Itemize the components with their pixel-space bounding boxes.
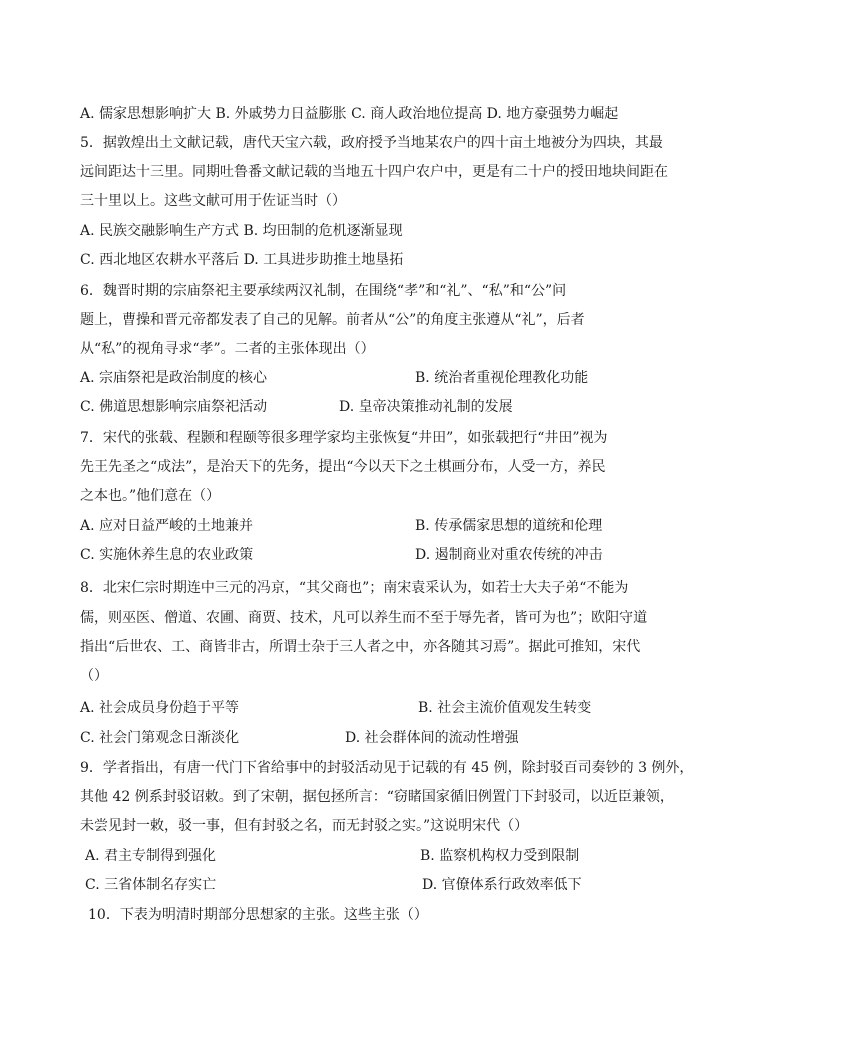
q4-options: A. 儒家思想影响扩大 B. 外戚势力日益膨胀 C. 商人政治地位提高 D. 地方豪强势力崛起 [80,106,619,122]
q9-stem-line-1: 9．学者指出，有唐一代门下省给事中的封驳活动见于记载的有 45 例，除封驳百司奏钞的 3 例外， [80,760,694,776]
q9-option-d: D. 官僚体系行政效率低下 [422,877,582,893]
q5-options-cd: C. 西北地区农耕水平落后 D. 工具进步助推土地垦拓 [80,252,404,268]
q6-option-a: A. 宗庙祭祀是政治制度的核心 [80,370,268,386]
q9-option-a: A. 君主专制得到强化 [85,848,217,864]
q9-option-b: B. 监察机构权力受到限制 [420,848,580,864]
q10-stem: 10．下表为明清时期部分思想家的主张。这些主张（） [88,907,428,923]
q6-option-c: C. 佛道思想影响宗庙祭祀活动 [80,399,268,415]
q8-stem-line-3: 指出“后世农、工、商皆非古，所谓士杂于三人者之中，亦各随其习焉”。据此可推知，宋代 [80,639,641,655]
q9-option-c: C. 三省体制名存实亡 [85,877,217,893]
q9-stem-line-2: 其他 42 例系封驳诏敕。到了宋朝，据包拯所言：“窃睹国家循旧例置门下封驳司，以近臣兼领， [80,789,674,805]
q5-stem-line-3: 三十里以上。这些文献可用于佐证当时（） [80,193,346,209]
q7-stem-line-2: 先王先圣之“成法”，是治天下的先务，提出“今以天下之土棋画分布，人受一方，养民 [80,459,606,475]
q6-option-d: D. 皇帝决策推动礼制的发展 [339,399,513,415]
q6-option-b: B. 统治者重视伦理教化功能 [415,370,589,386]
q8-stem-line-2: 儒，则巫医、僧道、农圃、商贾、技术，凡可以养生而不至于辱先者，皆可为也”；欧阳守道 [80,610,648,626]
q5-stem-line-2: 远间距达十三里。同期吐鲁番文献记载的当地五十四户农户中，更是有二十户的授田地块间距在 [80,164,668,180]
q5-options-ab: A. 民族交融影响生产方式 B. 均田制的危机逐渐显现 [80,223,403,239]
q8-option-a: A. 社会成员身份趋于平等 [80,700,240,716]
q7-option-c: C. 实施休养生息的农业政策 [80,547,254,563]
q6-stem-line-2: 题上，曹操和晋元帝都发表了自己的见解。前者从“公”的角度主张遵从“礼”，后者 [80,312,585,328]
q8-stem-line-4: （） [80,668,108,684]
q8-option-d: D. 社会群体间的流动性增强 [345,730,519,746]
q6-stem-line-3: 从“私”的视角寻求“孝”。二者的主张体现出（） [80,341,375,357]
q7-option-b: B. 传承儒家思想的道统和伦理 [415,518,603,534]
q8-stem-line-1: 8．北宋仁宗时期连中三元的冯京，“其父商也”；南宋袁采认为，如若士大夫子弟“不能为 [80,580,629,596]
q7-stem-line-1: 7．宋代的张载、程颢和程颐等很多理学家均主张恢复“井田”，如张载把行“井田”视为 [80,430,608,446]
q8-option-c: C. 社会门第观念日渐淡化 [80,730,240,746]
q5-stem-line-1: 5．据敦煌出土文献记载，唐代天宝六载，政府授予当地某农户的四十亩土地被分为四块，其最 [80,135,663,151]
q6-stem-line-1: 6．魏晋时期的宗庙祭祀主要承续两汉礼制，在围绕“孝”和“礼”、“私”和“公”问 [80,283,567,299]
q7-stem-line-3: 之本也。”他们意在（） [80,488,221,504]
q9-stem-line-3: 未尝见封一敕，驳一事，但有封驳之名，而无封驳之实。”这说明宋代（） [80,818,529,834]
q7-option-a: A. 应对日益严峻的土地兼并 [80,518,254,534]
q8-option-b: B. 社会主流价值观发生转变 [418,700,592,716]
q7-option-d: D. 遏制商业对重农传统的冲击 [415,547,603,563]
